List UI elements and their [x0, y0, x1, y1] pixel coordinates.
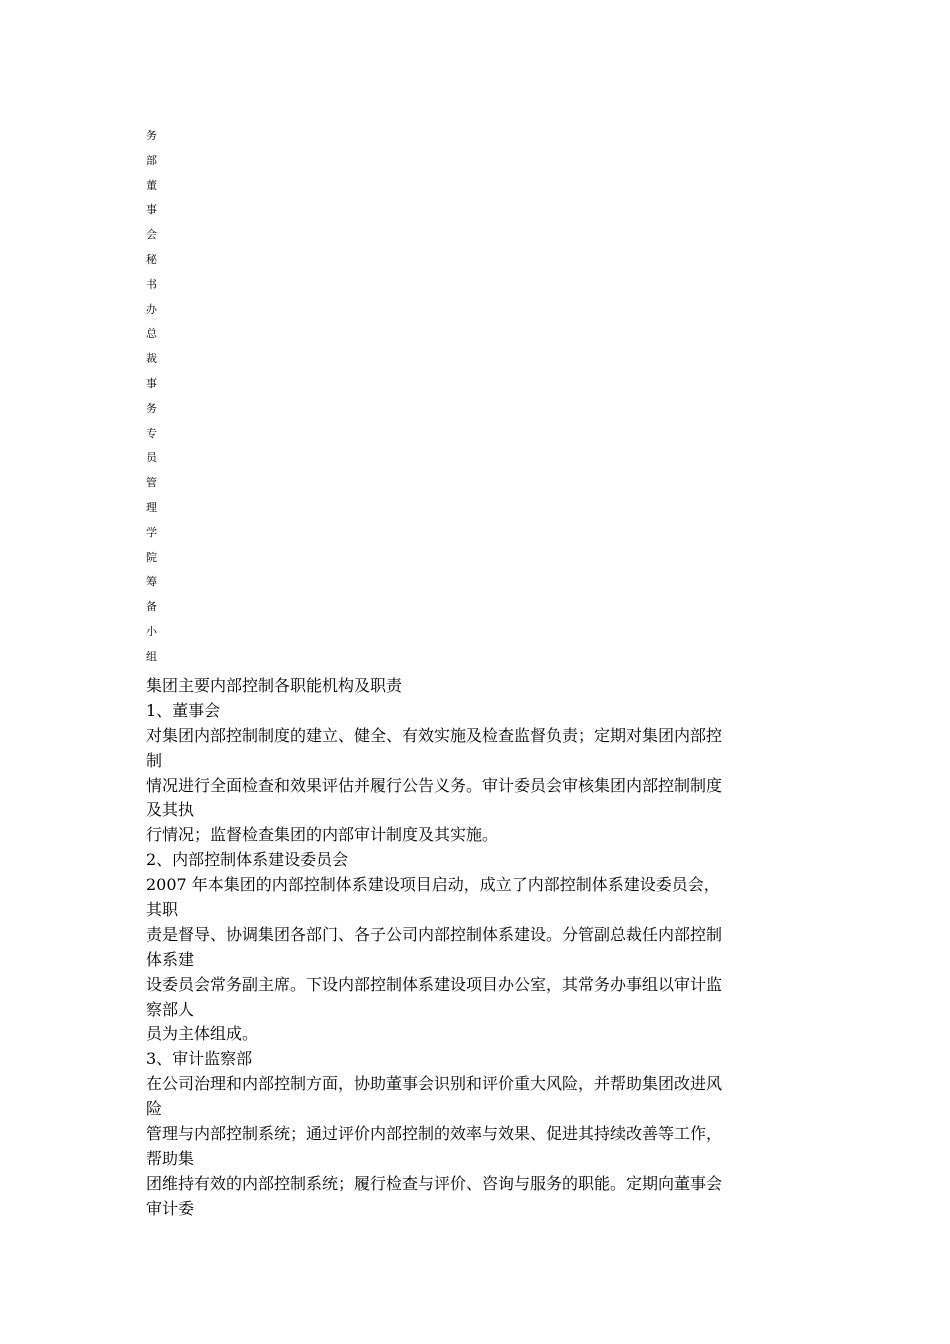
body-line: 察部人: [146, 999, 195, 1019]
vertical-char: 董: [146, 178, 157, 192]
vertical-char: 裁: [146, 352, 157, 366]
vertical-char: 管: [146, 476, 157, 490]
section-title: 集团主要内部控制各职能机构及职责: [146, 676, 403, 695]
vertical-char: 组: [146, 649, 157, 663]
vertical-char: 员: [146, 451, 157, 465]
heading-internal-control-committee: 2、内部控制体系建设委员会: [146, 850, 349, 870]
body-line: 设委员会常务副主席。下设内部控制体系建设项目办公室，其常务办事组以审计监: [146, 974, 723, 994]
heading-board: 1、董事会: [146, 700, 221, 720]
body-line: 帮助集: [146, 1148, 195, 1168]
vertical-char: 会: [146, 228, 157, 242]
vertical-char: 办: [146, 302, 157, 316]
vertical-char: 专: [146, 426, 157, 440]
vertical-char: 务: [146, 129, 157, 142]
vertical-char: 备: [146, 600, 157, 614]
vertical-char: 小: [146, 624, 157, 638]
body-line: 制: [146, 750, 163, 770]
document-body: [146, 674, 810, 1222]
body-line: 责是督导、协调集团各部门、各子公司内部控制体系建设。分管副总裁任内部控制: [146, 924, 723, 944]
body-line: 对集团内部控制制度的建立、健全、有效实施及检查监督负责；定期对集团内部控: [146, 725, 723, 745]
vertical-char: 学: [146, 525, 157, 539]
body-line: 情况进行全面检查和效果评估并履行公告义务。审计委员会审核集团内部控制制度: [146, 775, 723, 795]
vertical-char: 书: [146, 277, 157, 291]
vertical-char: 筹: [146, 575, 157, 589]
body-line: 在公司治理和内部控制方面，协助董事会识别和评价重大风险，并帮助集团改进风: [146, 1074, 723, 1094]
vertical-char: 总: [146, 327, 157, 341]
body-line: 管理与内部控制系统；通过评价内部控制的效率与效果、促进其持续改善等工作，: [146, 1124, 723, 1144]
body-line: 审计委: [146, 1198, 195, 1218]
body-line: 险: [146, 1099, 163, 1119]
vertical-char: 部: [146, 153, 157, 167]
vertical-char: 务: [146, 401, 157, 415]
body-line: 员为主体组成。: [146, 1024, 259, 1044]
body-line: 体系建: [146, 949, 195, 969]
body-line: 及其执: [146, 800, 195, 820]
vertical-org-labels: [146, 126, 166, 672]
vertical-char: 理: [146, 500, 157, 514]
vertical-char: 事: [146, 376, 157, 390]
body-line: 其职: [146, 900, 179, 920]
vertical-char: 秘: [146, 252, 157, 266]
heading-audit-department: 3、审计监察部: [146, 1049, 253, 1069]
body-line: 行情况；监督检查集团的内部审计制度及其实施。: [146, 825, 499, 845]
body-line: 2007 年本集团的内部控制体系建设项目启动，成立了内部控制体系建设委员会，: [146, 875, 720, 895]
vertical-char: 事: [146, 203, 157, 217]
body-line: 团维持有效的内部控制系统；履行检查与评价、咨询与服务的职能。定期向董事会: [146, 1173, 723, 1193]
vertical-char: 院: [146, 550, 157, 564]
